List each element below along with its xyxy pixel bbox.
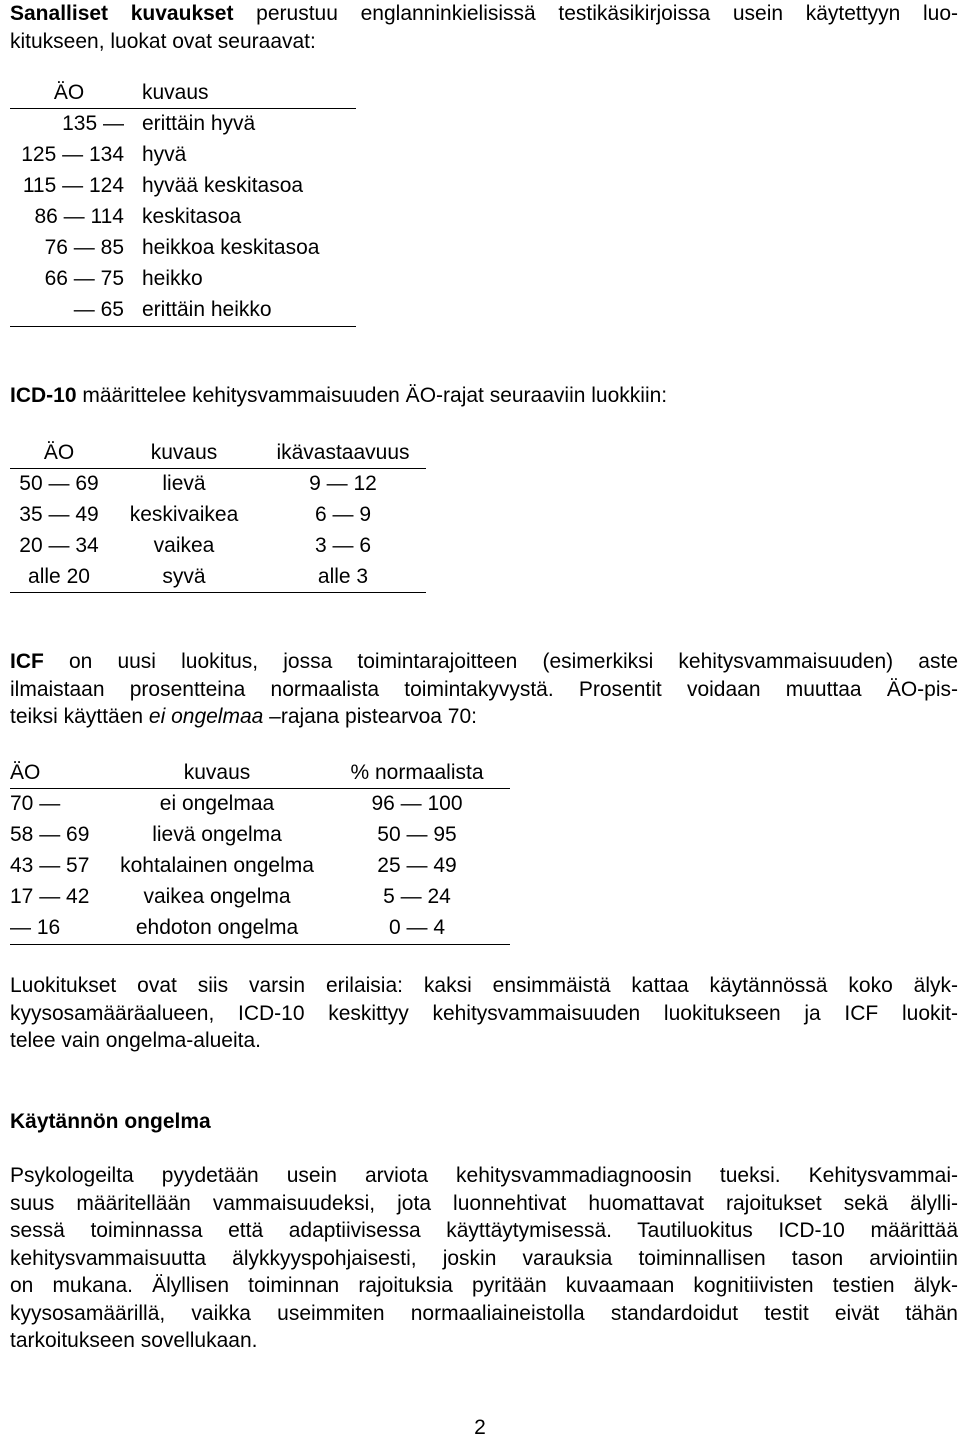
table3-cell-pct: 96 — 100 <box>371 791 463 815</box>
table3-header-row <box>10 757 510 788</box>
summary-line-1: Luokitukset ovat siis varsin erilaisia: kaksi ensimmäistä kattaa käytännössä koko älyk- <box>10 974 958 997</box>
table3-cell-desc: kohtalainen ongelma <box>120 853 314 877</box>
table2-cell-iq: 50 — 69 <box>19 471 99 495</box>
summary-paragraph <box>10 972 958 1055</box>
table3-bottom-rule <box>10 944 510 945</box>
table1-bottom-rule <box>10 326 356 327</box>
table1-cell-desc: hyvää keskitasoa <box>142 173 304 197</box>
table3-cell-pct: 50 — 95 <box>377 822 457 846</box>
page-number: 2 <box>474 1416 486 1439</box>
table2-header-age: ikävastaavuus <box>276 440 410 464</box>
table1-cell-iq: 135 — <box>62 111 124 135</box>
section-line-6: kyysosamäärillä, vaikka useimmiten normaaliaineistolla standardoidut testit eivät tähän <box>10 1301 958 1325</box>
table1-header-iq: ÄO <box>53 80 85 104</box>
icf-line-3 <box>10 703 958 731</box>
table2-cell-desc: keskivaikea <box>129 502 239 526</box>
table3-header-pct: % normaalista <box>350 760 484 784</box>
summary-line-3: telee vain ongelma-alueita. <box>10 1029 261 1052</box>
intro-paragraph <box>10 0 958 55</box>
table2-header-iq: ÄO <box>43 440 75 464</box>
table-row <box>10 819 510 850</box>
table-row <box>10 912 510 943</box>
table-row <box>10 170 356 201</box>
icd10-bold: ICD-10 <box>10 384 77 407</box>
table1-cell-iq: 66 — 75 <box>44 266 124 290</box>
table1-cell-desc: heikko <box>142 266 203 290</box>
table1-iq-classes <box>10 77 356 325</box>
table3-cell-desc: ehdoton ongelma <box>135 915 299 939</box>
table-row <box>10 139 356 170</box>
table2-cell-iq: 35 — 49 <box>19 502 99 526</box>
table1-cell-desc: heikkoa keskitasoa <box>142 235 320 259</box>
section-paragraph <box>10 1162 958 1355</box>
table3-cell-iq: 70 — <box>10 791 61 815</box>
table2-cell-age: alle 3 <box>317 564 369 588</box>
table-row <box>10 530 426 561</box>
table2-cell-age: 3 — 6 <box>314 533 372 557</box>
icf-bold: ICF <box>10 650 44 673</box>
table-row <box>10 788 510 819</box>
table-row <box>10 294 356 325</box>
table1-cell-iq: 115 — 124 <box>22 173 124 197</box>
intro-line-1 <box>10 0 958 28</box>
table2-header-desc: kuvaus <box>150 440 218 464</box>
section-line-2: suus määritellään vammaisuudeksi, jota luonnehtivat huomattavat rajoitukset sekä älylli- <box>10 1191 958 1215</box>
section-line-4: kehitysvammaisuutta älykkyyspohjaisesti, joskin varauksia toiminnallisen tason arviointiin <box>10 1246 958 1270</box>
summary-line-2: kyysosamääräalueen, ICD-10 keskittyy kehitysvammaisuuden luokitukseen ja ICF luokit- <box>10 1001 958 1025</box>
table2-icd10-classes <box>10 437 426 592</box>
table2-cell-desc: syvä <box>162 564 206 588</box>
table3-cell-desc: lievä ongelma <box>152 822 282 846</box>
table3-icf-classes <box>10 757 510 943</box>
table1-cell-desc: erittäin hyvä <box>142 111 256 135</box>
section-line-7: tarkoitukseen sovellukaan. <box>10 1329 258 1352</box>
table-row <box>10 108 356 139</box>
table3-header-rule <box>10 788 510 789</box>
icf-italic: ei ongelmaa <box>148 705 264 728</box>
intro-lead-rest: perustuu englanninkielisissä testikäsikirjoissa usein käytettyyn luo- <box>233 2 958 25</box>
table1-cell-iq: — 65 <box>73 297 124 321</box>
icf-line-2: ilmaistaan prosentteina normaalista toimintakyvystä. Prosentit voidaan muuttaa ÄO-pis- <box>10 677 958 701</box>
table2-cell-age: 6 — 9 <box>314 502 372 526</box>
table-row <box>10 263 356 294</box>
icd10-rest: määrittelee kehitysvammaisuuden ÄO-rajat seuraaviin luokkiin: <box>76 384 668 407</box>
table3-cell-iq: 58 — 69 <box>10 822 90 846</box>
table3-cell-iq: 17 — 42 <box>10 884 90 908</box>
intro-bold: Sanalliset kuvaukset <box>10 2 234 25</box>
table3-header-desc: kuvaus <box>183 760 251 784</box>
table3-cell-pct: 0 — 4 <box>388 915 446 939</box>
table2-cell-iq: 20 — 34 <box>19 533 99 557</box>
table3-cell-iq: 43 — 57 <box>10 853 90 877</box>
table1-cell-iq: 76 — 85 <box>44 235 124 259</box>
table3-cell-desc: ei ongelmaa <box>159 791 275 815</box>
table2-bottom-rule <box>10 592 426 593</box>
table3-cell-pct: 5 — 24 <box>383 884 451 908</box>
table3-cell-pct: 25 — 49 <box>377 853 457 877</box>
table-row <box>10 881 510 912</box>
table-row <box>10 850 510 881</box>
icf-line1-rest: on uusi luokitus, jossa toimintarajoitteen (esimerkiksi kehitysvammaisuuden) aste <box>43 650 958 673</box>
table1-cell-iq: 125 — 134 <box>21 142 124 166</box>
icf-line3-post: –rajana pistearvoa 70: <box>263 705 477 728</box>
table1-cell-desc: hyvä <box>142 142 187 166</box>
icf-paragraph <box>10 648 958 731</box>
icf-line3-pre: teiksi käyttäen <box>10 705 149 728</box>
table1-header-row <box>10 77 356 108</box>
table1-cell-desc: keskitasoa <box>142 204 242 228</box>
table2-cell-age: 9 — 12 <box>309 471 377 495</box>
table3-cell-desc: vaikea ongelma <box>143 884 291 908</box>
table2-header-rule <box>10 468 426 469</box>
table-row <box>10 232 356 263</box>
icd10-sentence <box>10 382 667 409</box>
table3-header-iq: ÄO <box>10 760 41 784</box>
table2-cell-desc: lievä <box>162 471 206 495</box>
section-line-3: sessä toiminnassa että adaptiivisessa käyttäytymisessä. Tautiluokitus ICD-10 määrittää <box>10 1219 958 1242</box>
intro-line-2: kitukseen, luokat ovat seuraavat: <box>10 29 316 53</box>
section-line-5: on mukana. Älyllisen toiminnan rajoituksia pyritään kuvaamaan kognitiivisten testien älyk- <box>10 1274 958 1297</box>
icf-line-1 <box>10 648 958 676</box>
table-row <box>10 468 426 499</box>
section-line-1: Psykologeilta pyydetään usein arviota kehitysvammadiagnoosin tueksi. Kehitysvammai- <box>10 1164 958 1187</box>
table-row <box>10 561 426 592</box>
table1-cell-desc: erittäin heikko <box>142 297 272 321</box>
table2-cell-iq: alle 20 <box>28 564 90 588</box>
table-row <box>10 499 426 530</box>
table3-cell-iq: — 16 <box>10 915 61 939</box>
table-row <box>10 201 356 232</box>
table1-cell-iq: 86 — 114 <box>34 204 124 228</box>
table1-header-desc: kuvaus <box>142 80 209 104</box>
table2-header-row <box>10 437 426 468</box>
table2-cell-desc: vaikea <box>153 533 215 557</box>
section-heading: Käytännön ongelma <box>10 1110 211 1133</box>
